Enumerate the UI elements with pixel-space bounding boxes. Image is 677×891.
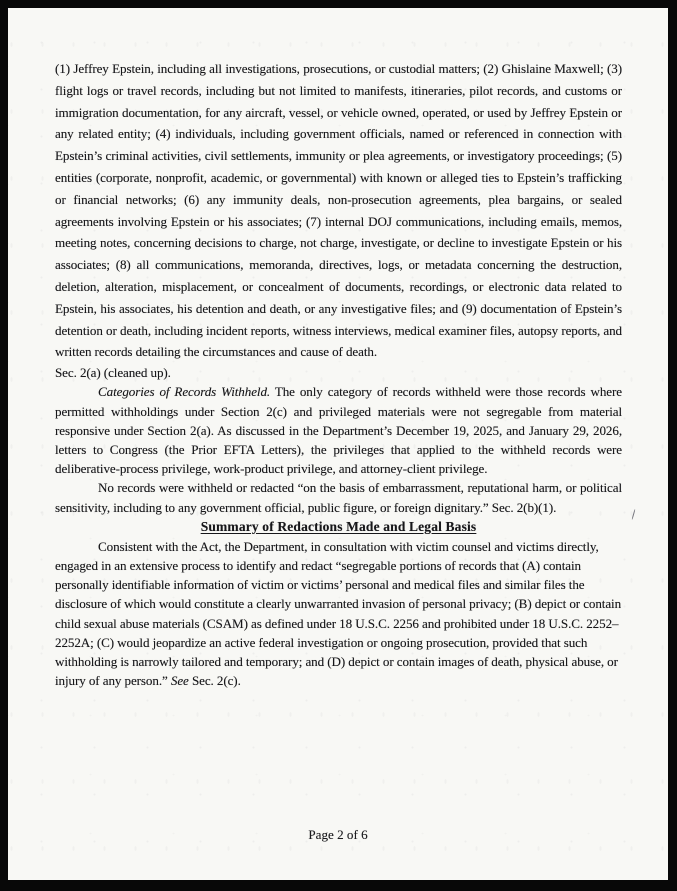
- categories-withheld-body: The only category of records withheld were those records where permitted withholdings under Section 2(c) and privileged materials were not segregable from material responsive under Section 2(a). As discussed in the Department’s December 19, 2025, and January 29, 2026, letters to Congress (the Prior EFTA Letters), the privileges that applied to the withheld records were deliberative-process privilege, work-product privilege, and attorney-client privilege.: [55, 384, 622, 477]
- page-content: [55, 58, 622, 820]
- scan-artifact-mark: [632, 509, 636, 520]
- document-page: [8, 8, 668, 880]
- paragraph-no-records-withheld: No records were withheld or redacted “on the basis of embarrassment, reputational harm, or political sensitivity, including to any government official, public figure, or foreign dignitary.” Sec. 2(b)(1).: [55, 480, 622, 515]
- see-reference-italic: See: [170, 673, 189, 689]
- numbered-records-blockquote: (1) Jeffrey Epstein, including all investigations, prosecutions, or custodial matters; (2) Ghislaine Maxwell; (3) flight logs or travel records, including but not limited to manifests, itineraries, pilot records, and customs or immigration documentation, for any aircraft, vessel, or vehicle owned, operated, or used by Jeffrey Epstein or any related entity; (4) individuals, including government officials, named or referenced in connection with Epstein’s criminal activities, civil settlements, immunity or plea agreements, or investigatory proceedings; (5) entities (corporate, nonprofit, academic, or governmental) with known or alleged ties to Epstein’s trafficking or financial networks; (6) any immunity deals, non-prosecution agreements, plea bargains, or sealed agreements involving Epstein or his associates; (7) internal DOJ communications, including emails, memos, meeting notes, concerning decisions to charge, not charge, investigate, or decline to investigate Epstein or his associates; (8) all communications, memoranda, directives, logs, or metadata concerning the destruction, deletion, alteration, misplacement, or concealment of documents, recordings, or electronic data related to Epstein, his associates, his detention and death, or any investigative files; and (9) documentation of Epstein’s detention or death, including incident reports, witness interviews, medical examiner files, autopsy reports, and written records detailing the circumstances and cause of death.: [55, 61, 622, 360]
- page-number-footer: Page 2 of 6: [308, 827, 368, 842]
- redactions-process-tail: Sec. 2(c).: [188, 673, 241, 689]
- redactions-process-body: Consistent with the Act, the Department, in consultation with victim counsel and victims directly, engaged in an extensive process to identify and redact “segregable portions of records that (A) contain personally identifiable information of victim or victims’ personal and medical files and similar files the disclosure of which would constitute a clearly unwarranted invasion of personal privacy; (B) depict or contain child sexual abuse materials (CSAM) as defined under 18 U.S.C. 2256 and prohibited under 18 U.S.C. 2252–2252A; (C) would jeopardize an active federal investigation or ongoing prosecution, provided that such withholding is narrowly tailored and temporary; and (D) depict or contain images of death, physical abuse, or injury of any person.”: [55, 538, 622, 689]
- paragraph-categories-withheld: [55, 382, 622, 478]
- paragraph-redactions-process: [55, 537, 622, 691]
- categories-withheld-italic-lead: Categories of Records Withheld.: [98, 384, 271, 400]
- section-heading-summary-of-redactions: Summary of Redactions Made and Legal Basis: [200, 518, 477, 534]
- citation-sec-2a: Sec. 2(a) (cleaned up).: [55, 365, 171, 381]
